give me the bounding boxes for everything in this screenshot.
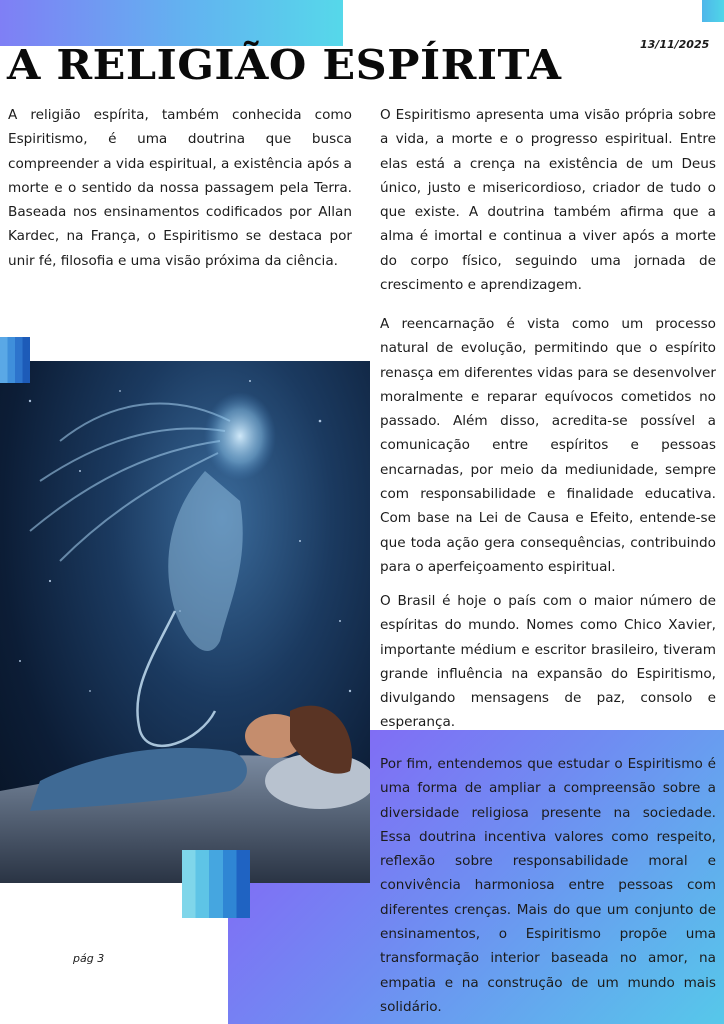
stripe-accent-left (0, 337, 30, 383)
spirit-illustration-art (0, 361, 370, 883)
intro-paragraph: A religião espírita, também conhecida como Espiritismo, é uma doutrina que busca compreender a vida espiritual, a existência após a morte e o sentido da nossa passagem pela Terra. Baseada nos ensinamentos codificados por Allan Kardec, na França, o Espiritismo se destaca por unir fé, filosofia e uma visão próxima da ciência. (8, 107, 352, 269)
page-number: pág 3 (73, 952, 105, 965)
corner-accent-square (702, 0, 724, 22)
paragraph-text: A reencarnação é vista como um processo natural de evolução, permitindo que o espírito renasça em diferentes vidas para se desenvolver moralmente e reparar equívocos cometidos no passado. Além disso, acredita-se possível a comunicação entre espíritos e pessoas encarnadas, por meio da mediunidade, sempre com responsabilidade e finalidade educativa. Com base na Lei de Causa e Efeito, entende-se que toda ação gera consequências, contribuindo para o aperfeiçoamento espiritual. (380, 316, 716, 575)
spirit-illustration (0, 361, 370, 883)
body-paragraph-beliefs (380, 103, 716, 297)
page-title: A RELIGIÃO ESPÍRITA (7, 41, 562, 90)
publication-date: 13/11/2025 (640, 38, 710, 51)
intro-column (8, 103, 352, 273)
body-paragraph-conclusion (380, 752, 716, 1019)
paragraph-text: Por fim, entendemos que estudar o Espiritismo é uma forma de ampliar a compreensão sobre a diversidade religiosa presente na sociedade. Essa doutrina incentiva valores como respeito, reflexão sobre responsabilidade moral e convivência harmoniosa entre pessoas com diferentes crenças. Mais do que um conjunto de ensinamentos, o Espiritismo propõe uma transformação interior baseada no amor, na empatia e na construção de um mundo mais solidário. (380, 756, 716, 1015)
body-paragraph-brazil (380, 589, 716, 735)
paragraph-text: O Brasil é hoje o país com o maior número de espíritas do mundo. Nomes como Chico Xavier, importante médium e escritor brasileiro, tiveram grande influência na expansão do Espiritismo, divulgando mensagens de paz, consolo e esperança. (380, 593, 716, 731)
paragraph-text: O Espiritismo apresenta uma visão própria sobre a vida, a morte e o progresso espiritual. Entre elas está a crença na existência de um Deus único, justo e misericordioso, criador de tudo o que existe. A doutrina também afirma que a alma é imortal e continua a viver após a morte do corpo físico, seguindo uma jornada de crescimento e aprendizagem. (380, 107, 716, 294)
stripe-accent-bottom (182, 850, 250, 918)
body-paragraph-reincarnation (380, 312, 716, 579)
